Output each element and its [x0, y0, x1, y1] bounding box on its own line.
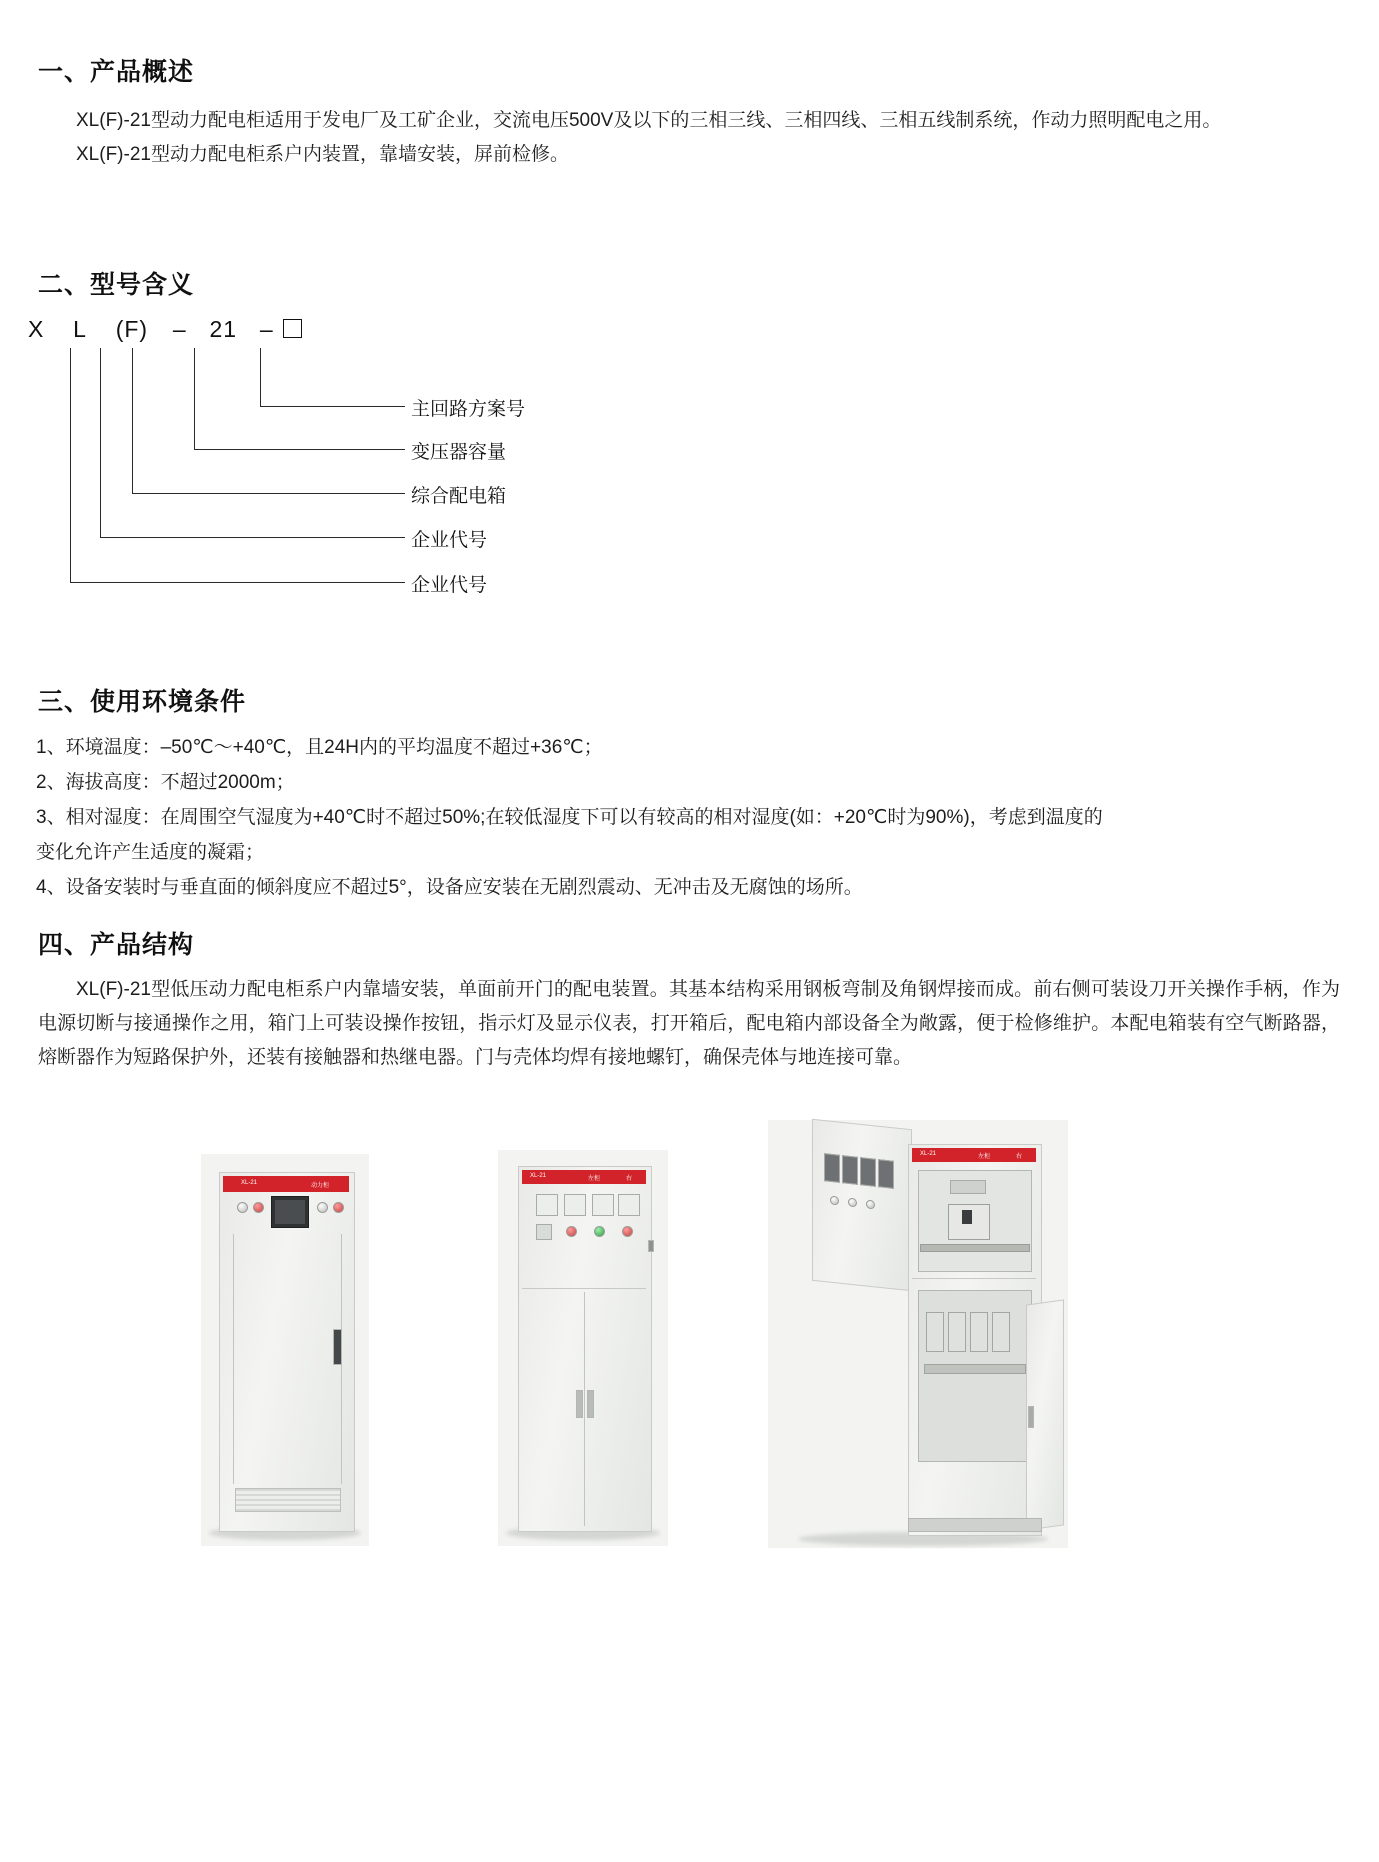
- photo3-brand-sublabel-left: 左柜: [978, 1154, 991, 1160]
- legend-label-1: 主回路方案号: [411, 399, 526, 420]
- photo2-indicator-green: [594, 1226, 605, 1237]
- section-body-structure: [38, 973, 1340, 1075]
- environment-item-3-cont: 变化允许产生适度的凝霜；: [36, 842, 265, 863]
- leader-vline-1: [260, 348, 261, 406]
- photo3-cabinet-base: [908, 1518, 1042, 1532]
- photo2-door-handle-right: [587, 1390, 594, 1418]
- environment-item-3: 3、相对湿度：在周围空气湿度为+40℃时不超过50%;在较低湿度下可以有较高的相对湿度(如：+20℃时为90%)，考虑到温度的: [36, 807, 1103, 828]
- photo2-door-handle-left: [576, 1390, 583, 1418]
- code-box-placeholder: [283, 319, 302, 338]
- model-code-row: [28, 316, 302, 343]
- photo1-door-edge-left: [233, 1234, 234, 1484]
- photo1-brand-sublabel: 动力柜: [311, 1183, 330, 1189]
- section-body-overview: [38, 104, 1338, 172]
- photo1-indicator-2: [253, 1202, 264, 1213]
- overview-paragraph-1: XL(F)-21型动力配电柜适用于发电厂及工矿企业，交流电压500V及以下的三相三线、三相四线、三相五线制系统，作动力照明配电之用。: [76, 110, 1222, 131]
- section-heading-overview: 一、产品概述: [38, 58, 195, 86]
- photo2-instrument-window-3: [592, 1194, 614, 1216]
- photo2-indicator-red-2: [622, 1226, 633, 1237]
- section-heading-model-meaning: 二、型号含义: [38, 271, 195, 299]
- section-heading-environment: 三、使用环境条件: [38, 688, 247, 716]
- photo3-door-indicator-1: [830, 1196, 839, 1206]
- photo2-door-center-seam: [584, 1292, 585, 1526]
- section-body-environment: [36, 730, 1341, 905]
- environment-item-4: 4、设备安装时与垂直面的倾斜度应不超过5°，设备应安装在无剧烈震动、无冲击及无腐蚀的场所。: [36, 877, 863, 898]
- photo3-door-indicator-3: [866, 1200, 875, 1210]
- code-part-21: 21: [209, 316, 238, 342]
- photo1-brand-label: XL-21: [241, 1180, 258, 1186]
- leader-hline-2: [194, 449, 405, 450]
- overview-paragraph-2: XL(F)-21型动力配电柜系户内装置，靠墙安装，屏前检修。: [76, 144, 569, 165]
- section-heading-structure: 四、产品结构: [38, 931, 195, 959]
- photo3-fuse-4: [992, 1312, 1010, 1352]
- leader-vline-2: [194, 348, 195, 449]
- photo2-switch-block: [536, 1224, 552, 1240]
- model-code-diagram: [28, 316, 648, 606]
- photo1-indicator-3: [317, 1202, 328, 1213]
- photo2-cabinet-body: [518, 1166, 652, 1532]
- code-dash-2: –: [259, 316, 274, 342]
- photo-cabinet-open-door: [768, 1120, 1068, 1548]
- photo1-meter-screen: [275, 1200, 305, 1224]
- photo1-indicator-1: [237, 1202, 248, 1213]
- photo3-fuse-1: [926, 1312, 944, 1352]
- photo1-indicator-4: [333, 1202, 344, 1213]
- photo3-busbar-top: [950, 1180, 986, 1194]
- photo3-panel-split: [912, 1278, 1036, 1279]
- code-part-x: X: [28, 316, 45, 342]
- photo3-lower-door-handle: [1028, 1406, 1034, 1428]
- photo2-instrument-window-4: [618, 1194, 640, 1216]
- photo3-door-instrument-3: [860, 1157, 876, 1187]
- photo3-open-upper-door: [812, 1119, 912, 1292]
- legend-label-3: 综合配电箱: [411, 486, 507, 507]
- photo3-breaker-toggle: [962, 1210, 972, 1224]
- photo3-fuse-3: [970, 1312, 988, 1352]
- product-photo-row: [38, 1120, 1341, 1540]
- photo3-door-indicator-2: [848, 1198, 857, 1208]
- leader-hline-1: [260, 406, 405, 407]
- legend-label-4: 企业代号: [411, 530, 488, 551]
- photo3-door-instrument-1: [824, 1153, 840, 1183]
- photo3-cable-trough: [920, 1244, 1030, 1252]
- leader-vline-3: [132, 348, 133, 493]
- structure-paragraph-1: XL(F)-21型低压动力配电柜系户内靠墙安装，单面前开门的配电装置。其基本结构采用钢板弯制及角钢焊接而成。前右侧可装设刀开关操作手柄，作为电源切断与接通操作之用，箱门上可装设操作按钮，指示灯及显示仪表，打开箱后，配电箱内部设备全为敞露，便于检修维护。本配电箱装有空气断路器，熔断器作为短路保护外，还装有接触器和热继电器。门与壳体均焊有接地螺钉，确保壳体与地连接可靠。: [38, 979, 1340, 1068]
- photo3-door-instrument-4: [878, 1159, 894, 1189]
- code-part-l: L: [73, 316, 87, 342]
- photo2-brand-sublabel-left: 左柜: [588, 1176, 601, 1182]
- photo2-side-latch: [648, 1240, 654, 1252]
- environment-item-1: 1、环境温度：–50℃～+40℃，且24H内的平均温度不超过+36℃；: [36, 737, 603, 758]
- photo1-meter-display: [271, 1196, 309, 1228]
- photo3-fuse-2: [948, 1312, 966, 1352]
- photo-cabinet-double-door: [498, 1150, 668, 1546]
- leader-hline-5: [70, 582, 405, 583]
- photo-cabinet-single-door: [201, 1154, 369, 1546]
- photo2-instrument-window-2: [564, 1194, 586, 1216]
- leader-hline-3: [132, 493, 405, 494]
- code-dash-1: –: [172, 316, 187, 342]
- leader-hline-4: [100, 537, 405, 538]
- photo2-panel-split: [522, 1288, 646, 1289]
- photo1-door-handle: [333, 1329, 342, 1365]
- environment-item-2: 2、海拔高度：不超过2000m；: [36, 772, 295, 793]
- photo3-brand-sublabel-right: 右: [1016, 1154, 1023, 1160]
- photo3-brand-label: XL-21: [920, 1151, 937, 1157]
- legend-label-2: 变压器容量: [411, 442, 507, 463]
- leader-vline-5: [70, 348, 71, 582]
- code-part-f: (F): [115, 316, 149, 342]
- photo3-door-instrument-2: [842, 1155, 858, 1185]
- photo2-brand-sublabel-right: 右: [626, 1176, 633, 1182]
- photo2-indicator-red-1: [566, 1226, 577, 1237]
- legend-label-5: 企业代号: [411, 575, 488, 596]
- photo3-lower-busbar: [924, 1364, 1026, 1374]
- leader-vline-4: [100, 348, 101, 537]
- photo1-ventilation-louver: [235, 1488, 341, 1512]
- photo2-instrument-window-1: [536, 1194, 558, 1216]
- photo2-brand-label: XL-21: [530, 1173, 547, 1179]
